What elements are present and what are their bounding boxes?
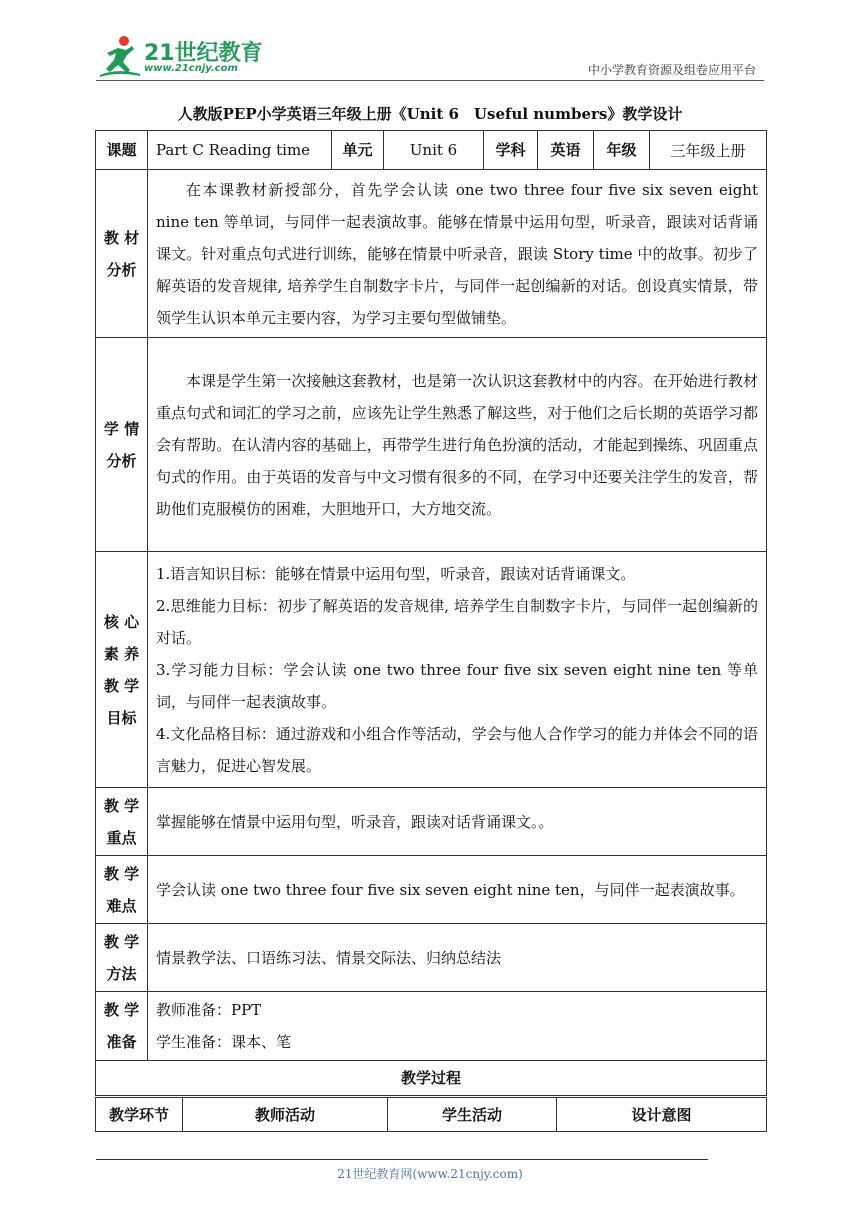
topic-value: Part C Reading time [148,131,332,170]
platform-name: 中小学教育资源及组卷应用平台 [587,63,756,77]
column-header: 设计意图 [557,1098,767,1132]
student-preparation: 学生准备：课本、笔 [156,1033,292,1051]
student-analysis-text: 本课是学生第一次接触这套教材，也是第一次认识这套教材中的内容。在开始进行教材重点句式和词汇的学习之前，应该先让学生熟悉了解这些，对于他们之后长期的英语学习都会有帮助。在认清内容的基础上，再带学生进行角色扮演的活动，才能起到操练、巩固重点句式的作用。由于英语的发音与中文习惯有很多的不同，在学习中还要关注学生的发音，帮助他们克服模仿的困难，大胆地开口，大方地交流。 [148,338,767,552]
logo [96,34,266,78]
process-header-row [96,1098,767,1132]
textbook-analysis-text: 在本课教材新授部分，首先学会认读 one two three four five six seven eight nine ten 等单词，与同伴一起表演故事。能够在情景中运用句型，听录音，跟读对话背诵课文。针对重点句式进行训练，能够在情景中听录音，跟读 Story time 中的故事。初步了解英语的发音规律, 培养学生自制数字卡片，与同伴一起创编新的对话。创设真实情景，带领学生认识本单元主要内容，为学习主要句型做铺垫。 [148,170,767,338]
methods-label: 教 学 方法 [96,924,148,992]
footer-divider [96,1159,708,1160]
grade-label: 年级 [594,131,650,170]
info-row [96,131,767,170]
logo-text: 21世纪教育 [144,41,263,66]
goal-item: 2.思维能力目标：初步了解英语的发音规律, 培养学生自制数字卡片，与同伴一起创编新的对话。 [156,596,758,647]
teacher-preparation: 教师准备：PPT [156,1001,262,1019]
header-divider [96,80,764,81]
difficult-points-text: 学会认读 one two three four five six seven eight nine ten，与同伴一起表演故事。 [148,856,767,924]
core-literacy-row [96,552,767,788]
goal-item: 3.学习能力目标：学会认读 one two three four five six seven eight nine ten 等单词，与同伴一起表演故事。 [156,660,758,711]
methods-row [96,924,767,992]
page-header [0,0,860,90]
footer-text: 21世纪教育网(www.21cnjy.com) [337,1167,523,1181]
process-table [95,1097,767,1132]
core-literacy-label: 核 心 素 养 教 学 目标 [96,552,148,788]
difficult-points-row [96,856,767,924]
textbook-analysis-row [96,170,767,338]
column-header: 教师活动 [183,1098,388,1132]
student-analysis-row [96,338,767,552]
textbook-analysis-label: 教 材 分析 [96,170,148,338]
process-title-row [96,1061,767,1096]
unit-value: Unit 6 [384,131,484,170]
grade-value: 三年级上册 [650,131,767,170]
core-literacy-goals [148,552,767,788]
student-analysis-label: 学 情 分析 [96,338,148,552]
key-points-row [96,788,767,856]
topic-label: 课题 [96,131,148,170]
subject-value: 英语 [538,131,594,170]
preparation-row [96,992,767,1061]
goal-item: 1.语言知识目标：能够在情景中运用句型，听录音，跟读对话背诵课文。 [156,564,636,583]
page-title: 人教版PEP小学英语三年级上册《Unit 6 Useful numbers》教学设计 [177,105,683,123]
subject-label: 学科 [484,131,538,170]
key-points-label: 教 学 重点 [96,788,148,856]
preparation-label: 教 学 准备 [96,992,148,1061]
key-points-text: 掌握能够在情景中运用句型，听录音，跟读对话背诵课文。。 [148,788,767,856]
logo-url: www.21cnjy.com [144,63,238,74]
column-header: 学生活动 [388,1098,557,1132]
lesson-plan-table [95,130,767,1096]
running-figure-icon [96,34,142,78]
preparation-text [148,992,767,1061]
difficult-points-label: 教 学 难点 [96,856,148,924]
goal-item: 4.文化品格目标：通过游戏和小组合作等活动，学会与他人合作学习的能力并体会不同的语言魅力，促进心智发展。 [156,724,758,775]
process-title: 教学过程 [96,1061,767,1096]
methods-text: 情景教学法、口语练习法、情景交际法、归纳总结法 [148,924,767,992]
column-header: 教学环节 [96,1098,183,1132]
unit-label: 单元 [332,131,384,170]
